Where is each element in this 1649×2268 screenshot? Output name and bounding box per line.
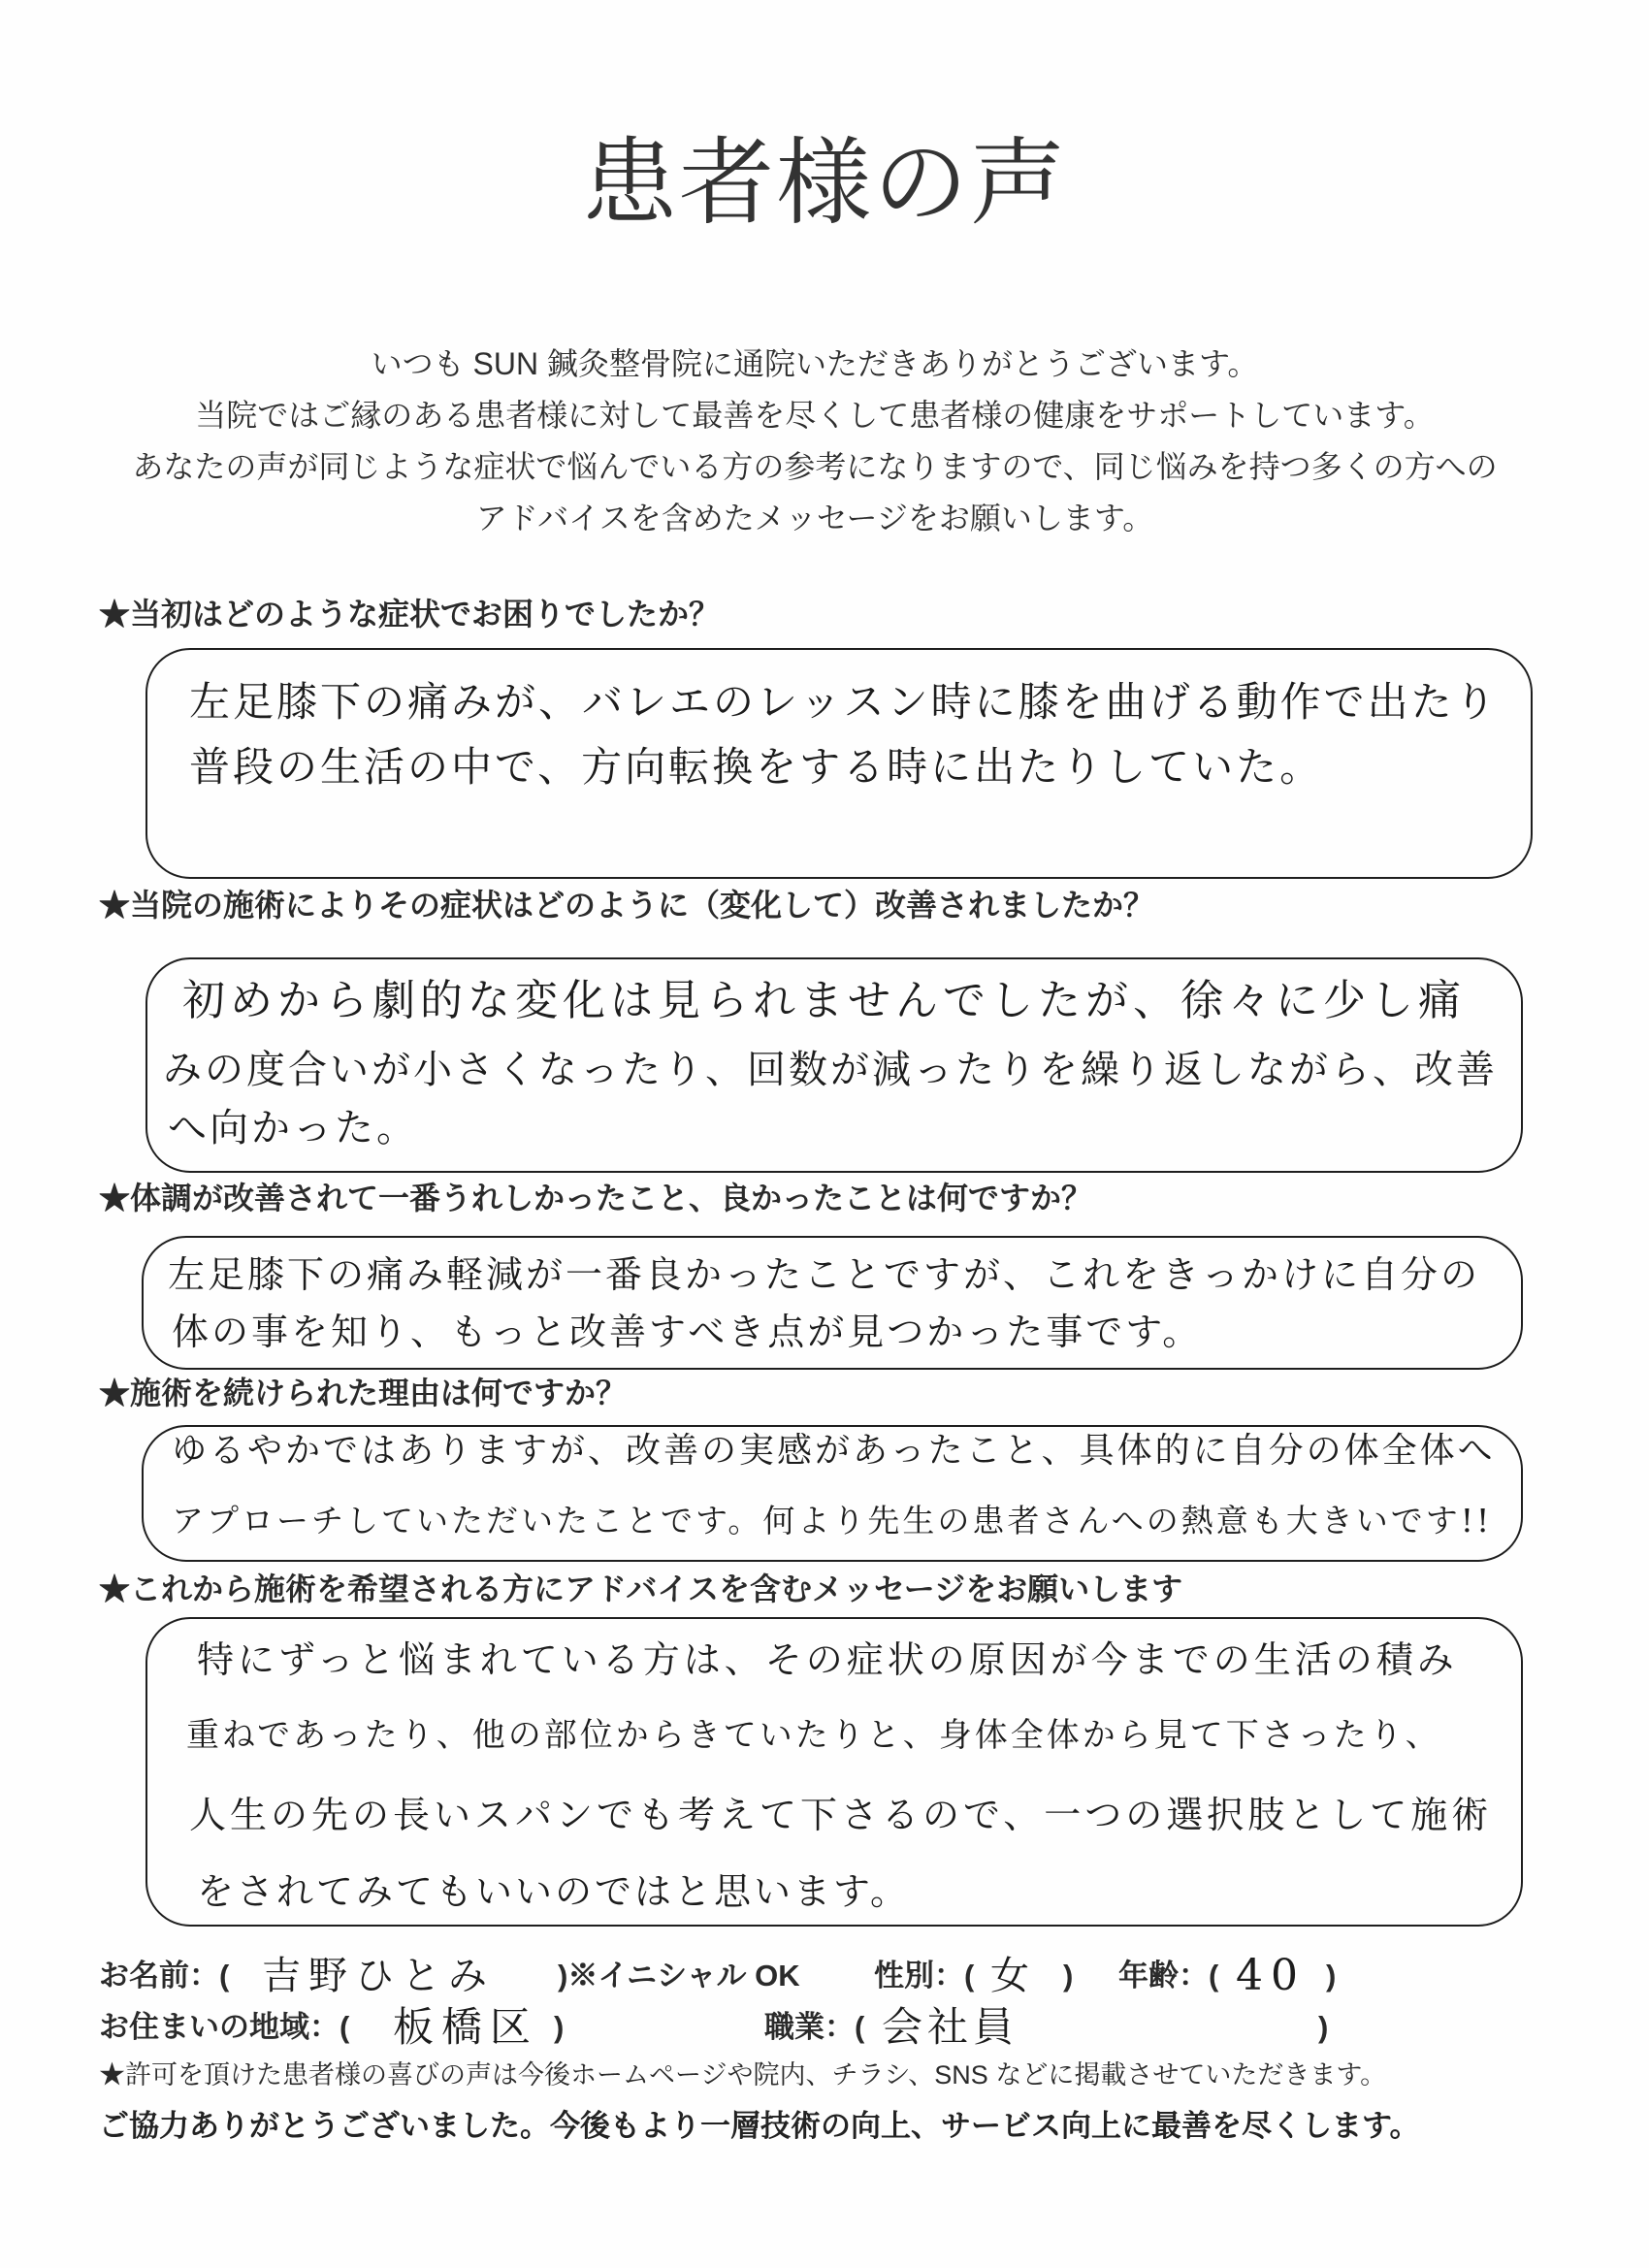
- gender-value: 女: [990, 1954, 1029, 1998]
- handwritten-answer-line: みの度合いが小さくなったり、回数が減ったりを繰り返しながら、改善: [163, 1048, 1498, 1092]
- page-title: 患者様の声: [581, 129, 1067, 236]
- handwritten-answer-line: 左足膝下の痛み軽減が一番良かったことですが、これをきっかけに自分の: [168, 1253, 1481, 1296]
- job-label: 職業：(: [764, 2010, 865, 2044]
- handwritten-answer-line: 左足膝下の痛みが、バレエのレッスン時に膝を曲げる動作で出たり: [189, 678, 1499, 726]
- question-heading: ★これから施術を希望される方にアドバイスを含むメッセージをお願いします: [99, 1571, 1183, 1606]
- handwritten-answer-line: アプローチしていただいたことです。何より先生の患者さんへの熱意も大きいです!!: [172, 1502, 1493, 1539]
- area-label: お住まいの地域：(: [99, 2010, 350, 2044]
- gender-label: 性別：(: [874, 1959, 975, 1993]
- area-value: 板橋区: [393, 2003, 539, 2051]
- handwritten-answer-line: 初めから劇的な変化は見られませんでしたが、徐々に少し痛: [182, 976, 1466, 1025]
- handwritten-answer-line: 人生の先の長いスパンでも考えて下さるので、一つの選択肢として施術: [189, 1794, 1493, 1836]
- name-suffix: )※イニシャル OK: [558, 1959, 800, 1993]
- intro-paragraph: [0, 339, 1630, 544]
- job-close: ): [1318, 2010, 1329, 2044]
- publication-notice: ★許可を頂けた患者様の喜びの声は今後ホームページや院内、チラシ、SNS などに掲載させていただきます。: [99, 2060, 1387, 2090]
- closing-message: ご協力ありがとうございました。今後もより一層技術の向上、サービス向上に最善を尽くします。: [99, 2109, 1420, 2143]
- intro-line: 当院ではご縁のある患者様に対して最善を尽くして患者様の健康をサポートしています。: [195, 398, 1435, 433]
- handwritten-answer-line: ゆるやかではありますが、改善の実感があったこと、具体的に自分の体全体へ: [172, 1431, 1496, 1471]
- age-value: 40: [1236, 1951, 1306, 2000]
- question-heading: ★体調が改善されて一番うれしかったこと、良かったことは何ですか？: [99, 1181, 1093, 1215]
- intro-line: いつも SUN 鍼灸整骨院に通院いただきありがとうございます。: [371, 346, 1259, 381]
- handwritten-answer-line: をされてみてもいいのではと思います。: [197, 1870, 910, 1913]
- intro-line: あなたの声が同じような症状で悩んでいる方の参考になりますので、同じ悩みを持つ多くの方への: [132, 449, 1498, 484]
- question-heading: ★当院の施術によりその症状はどのように（変化して）改善されましたか？: [99, 888, 1155, 923]
- handwritten-answer-line: 体の事を知り、もっと改善すべき点が見つかった事です。: [172, 1311, 1203, 1353]
- age-close: ): [1326, 1959, 1337, 1993]
- job-value: 会社員: [882, 2003, 1019, 2051]
- question-heading: ★施術を続けられた理由は何ですか？: [99, 1376, 628, 1410]
- handwritten-answer-line: 普段の生活の中で、方向転換をする時に出たりしていた。: [189, 743, 1324, 791]
- handwritten-answer-line: 特にずっと悩まれている方は、その症状の原因が今までの生活の積み: [197, 1638, 1458, 1681]
- age-label: 年齢：(: [1118, 1959, 1219, 1993]
- gender-close: ): [1063, 1959, 1074, 1993]
- question-heading: ★当初はどのような症状でお困りでしたか？: [99, 597, 721, 632]
- name-value: 吉野ひとみ: [262, 1954, 495, 1998]
- name-label: お名前：(: [99, 1959, 230, 1993]
- intro-line: アドバイスを含めたメッセージをお願いします。: [475, 501, 1154, 535]
- handwritten-answer-line: へ向かった。: [168, 1106, 418, 1150]
- handwritten-answer-line: 重ねであったり、他の部位からきていたりと、身体全体から見て下さったり、: [186, 1716, 1441, 1755]
- area-close: ): [554, 2010, 565, 2044]
